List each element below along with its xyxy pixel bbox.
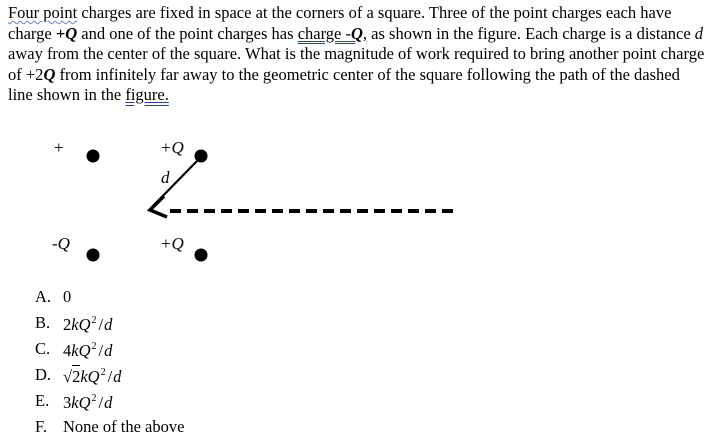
distance-label: d [161,168,170,187]
bottom-left-label: -Q [52,234,70,253]
top-left-charge-dot [87,150,100,163]
choice-letter: A. [35,287,52,306]
choice-e[interactable] [35,388,184,414]
choice-a[interactable] [35,284,184,310]
choice-formula: $2kQ^2$ /d [63,315,113,334]
choice-text: None of the above [63,417,185,436]
question-charge-plus-q: +Q [55,23,78,43]
choice-letter: D. [35,365,52,384]
question-underlined-figure: figure. [125,85,169,104]
arrow-head [150,196,167,217]
top-left-label: + [54,138,64,157]
question-part: and one of the point charges has [77,23,298,43]
sqrt-symbol: √2 [63,367,81,386]
choice-b[interactable] [35,310,184,336]
question-underlined-four-point: Four point [8,3,78,22]
question-underlined-charge-minus-q: charge -Q, [297,23,368,43]
choice-formula: $√2kQ^2$ /d [63,367,122,386]
choice-letter: E. [35,391,50,410]
choice-formula: $4kQ^2$ /d [63,341,113,360]
choice-c[interactable] [35,336,184,362]
choice-text: 0 [63,287,72,306]
choice-f[interactable] [35,414,184,440]
question-charge-q: Q [43,64,56,84]
question-distance-d: d [694,23,704,43]
choice-d[interactable] [35,362,184,388]
choice-letter: C. [35,339,51,358]
top-right-label: +Q [160,138,184,157]
question-part: charges are fixed in space at the corners of a square. Three of the point charges each have charge [8,3,672,43]
choice-formula: $3kQ^2$ /d [63,393,113,412]
bottom-right-label: +Q [160,234,184,253]
choice-letter: B. [35,313,51,332]
question-part: as shown in the figure. Each charge is a distance [367,23,695,43]
question-part: away from the center of the square. What is the magnitude of work required to bring another point charge of +2 [8,44,705,84]
bottom-left-charge-dot [87,249,100,262]
answer-choices [35,284,184,440]
choice-letter: F. [35,417,47,436]
bottom-right-charge-dot [195,249,208,262]
question-part: from infinitely far away to the geometric center of the square following the path of the dashed line shown in the [8,64,680,104]
